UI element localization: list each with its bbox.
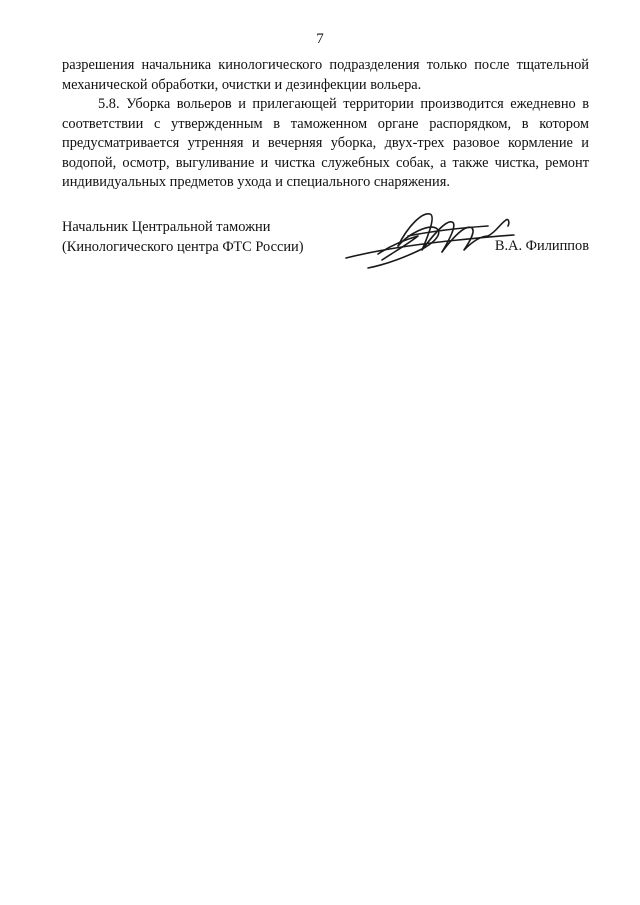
signature-stroke-hook	[488, 219, 509, 236]
paragraph-5-8: 5.8. Уборка вольеров и прилегающей территории производится ежедневно в соответствии с утвержденным в таможенном органе распорядком, в котором предусматривается утренняя и вечерняя уборка, двух-трех разовое кормление и водопой, осмотр, выгуливание и чистка служебных собак, а также чистка, ремонт индивидуальных предметов ухода и специального снаряжения.	[62, 96, 589, 190]
signer-position-line-1: Начальник Центральной таможни	[62, 219, 271, 235]
signer-position	[62, 218, 304, 257]
signer-name: В.А. Филиппов	[494, 238, 589, 254]
signature-block	[62, 218, 589, 278]
page-number: 7	[316, 31, 324, 47]
signer-position-line-2: (Кинологического центра ФТС России)	[62, 238, 304, 255]
paragraph-continuation: разрешения начальника кинологического подразделения только после тщательной механической обработки, очистки и дезинфекции вольера.	[62, 57, 589, 93]
signature-stroke-sweep	[346, 235, 514, 258]
document-body	[62, 56, 589, 193]
signature-stroke-cross	[408, 226, 488, 236]
